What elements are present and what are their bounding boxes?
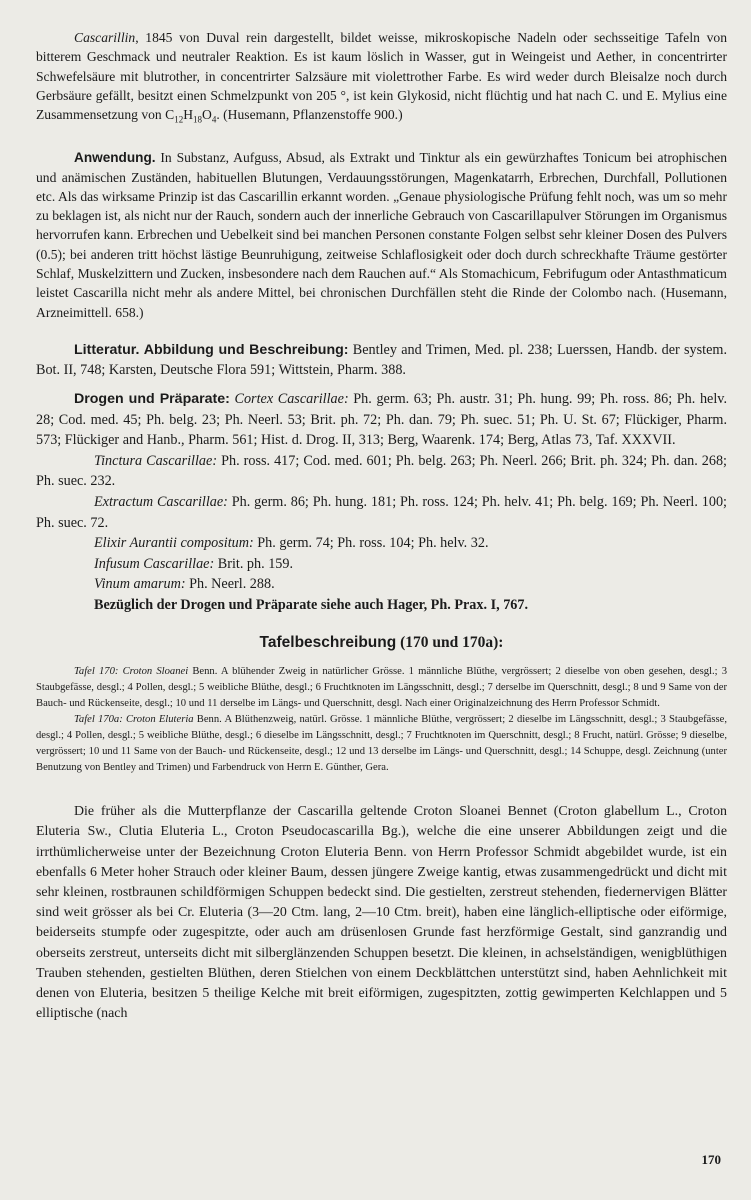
drug-entry-extractum — [36, 492, 727, 533]
chemical-formula: $C_{12}H_{18}O_4$ — [165, 107, 217, 125]
plate-label: Tafel 170: Croton Sloanei — [74, 665, 189, 677]
drug-refs: Ph. Neerl. 288. — [185, 576, 275, 593]
paragraph-text: , 1845 von Duval rein dargestellt, bildet weisse, mikroskopische Nadeln oder sechsseitige Tafeln von bitterem Geschmack und neutraler Reaktion. Es ist kaum löslich in Wasser, gut in Weingeist und Aether, in concentrirter Schwefelsäure mit blutrother, in concentrirter Salzsäure mit violettrother Farbe. Es wird weder durch Bleisalze noch durch Gerbsäure gefällt, besitzt einen Schmelzpunkt von 205 °, ist kein Glykosid, nicht flüchtig und hat nach C. und E. Mylius eine Zusammensetzung von — [36, 30, 727, 123]
paragraph-drogen — [36, 389, 727, 451]
plate-text: Benn. A blühender Zweig in natürlicher Grösse. 1 männliche Blüthe, vergrössert; 2 dieselbe von oben gesehen, desgl.; 3 Staubgefässe, desgl.; 4 Pollen, desgl.; 5 weibliche Blüthe, desgl.; 6 Fruchtknoten im Längsschnitt, desgl.; 7 derselbe im Querschnitt, desgl.; 8 und 9 Same von der Bauch- und Rückenseite, desgl.; 10 und 11 derselbe im Längs- und Querschnitt, desgl. Nach einer Originalzeichnung des Herrn Professor Schmidt. — [36, 665, 728, 709]
plate-text: Benn. A Blüthenzweig, natürl. Grösse. 1 männliche Blüthe, vergrössert; 2 dieselbe im Längsschnitt, desgl.; 3 Staubgefässe, desgl.; 4 Pollen, desgl.; 5 weibliche Blüthe, desgl.; 6 dieselbe im Längsschnitt, desgl.; 7 Fruchtknoten im Querschnitt, desgl.; 8 Frucht, natürl. Grösse; 9 dieselbe, vergrössert; 10 und 11 Same von der Bauch- und Rückenseite, desgl.; 12 und 13 derselbe im Längs- und Querschnitt, desgl.; 14 Schuppe, desgl. Zeichnung (unter Benutzung von Bentley and Trimen) und Farbendruck von Herrn E. Günther, Gera. — [36, 713, 727, 774]
section-heading-tafel: Tafelbeschreibung (170 und 170a): — [259, 633, 504, 651]
paragraph-cascarillin — [36, 28, 727, 130]
drug-name: Elixir Aurantii compositum: — [94, 535, 254, 552]
drug-name: Infusum Cascarillae: — [94, 555, 215, 572]
paragraph-text: Bentley and Trimen, Med. pl. 238; Luerssen, Handb. der system. Bot. II, 748; Karsten, Deutsche Flora 591; Wittstein, Pharm. 388. — [36, 341, 727, 379]
drug-name: Extractum Cascarillae: — [94, 494, 228, 511]
paragraph-description — [36, 802, 727, 1024]
section-label-drogen: Drogen und Präparate: — [74, 391, 230, 408]
drug-entry-tinctura — [36, 451, 727, 492]
plate-caption-170 — [36, 664, 727, 712]
section-label-abbildung: Abbildung und Beschreibung: — [143, 341, 349, 358]
drug-name: Cortex Cascarillae: — [234, 391, 349, 408]
drug-refs: Ph. germ. 74; Ph. ross. 104; Ph. helv. 32. — [253, 535, 489, 552]
paragraph-text: Die früher als die Mutterpflanze der Cascarilla geltende Croton Sloanei Bennet (Croton glabellum L., Croton Eluteria Sw., Clutia Eluteria L., Croton Pseudocascarilla Bg.), welche die eine unserer Abbildungen zeigt und die irrthümlicherweise unter der Bezeichnung Croton Eluteria Benn. von Herrn Professor Schmidt abgebildet wurde, ist ein ebenfalls 6 Meter hoher Strauch oder kleiner Baum, dessen jüngere Zweige kantig, etwas zusammengedrückt und dicht mit sehr kleinen, rostbraunen schildförmigen Schuppen bedeckt sind. Die gestielten, zerstreut stehenden, fiedernervigen Blätter sind weit grösser als bei Cr. Eluteria (3—20 Ctm. lang, 2—10 Ctm. breit), haben eine länglich-elliptische oder eiförmige, beiderseits stumpfe oder zugespitzte, oder auch am drüsenlosen Grunde fast herzförmige Gestalt, sind ganzrandig und oberseits zerstreut, unterseits dicht mit silberglänzenden Schuppen besetzt. Die kleinen, in achselständigen, wenigblüthigen Trauben stehenden, gestielten Blüthen, deren Stielchen von einem Deckblättchen unterstützt sind, haben Aehnlichkeit mit denen von Eluteria, besitzen 5 theilige Kelche mit breit eiförmigen, zugespitzten, zottig gewimperten Kelchlappen und 5 elliptische (nach — [36, 804, 727, 1022]
paragraph-text: In Substanz, Aufguss, Absud, als Extrakt und Tinktur als ein gewürzhaftes Tonicum bei atrophischen und anämischen Zuständen, habituellen Blutungen, Verdauungsstörungen, Magenkatarrh, Erbrechen, Durchfall, Pollutionen etc. Als das wirksame Prinzip ist das Cascarillin erkannt worden. „Genaue physiologische Prüfung fehlt noch, was um so mehr zu beklagen ist, als nicht nur der Rauch, sondern auch der innerliche Gebrauch von Cascarillapulver Störungen im Organismus hervorrufen kann. Erbrechen und Uebelkeit sind bei manchen Personen constante Folgen selbst sehr kleiner Dosen des Pulvers (0.5); bei anderen tritt höchst lästige Beunruhigung, zeitweise Schlaflosigkeit oder doch durch schreckhafte Träume gestörter Schlaf, Muskelzittern und Zucken, insbesondere nach dem Rauchen auf.“ Als Stomachicum, Febrifugum oder Antasthmaticum leistet Cascarilla nicht mehr als andere Mittel, bei chronischen Durchfällen steht die Rinde der Colombo nach. (Husemann, Arzneimittell. 658.) — [36, 150, 727, 320]
drug-entry-vinum — [36, 574, 727, 595]
citation: . (Husemann, Pflanzenstoffe 900.) — [216, 107, 403, 123]
drug-entry-elixir — [36, 533, 727, 554]
section-label-anwendung: Anwendung. — [74, 150, 156, 166]
drug-refs: Ph. germ. 63; Ph. austr. 31; Ph. hung. 99; Ph. ross. 86; Ph. helv. 28; Cod. med. 45; Ph. belg. 23; Ph. Neerl. 53; Brit. ph. 72; Ph. dan. 79; Ph. suec. 51; Ph. U. St. 67; Flückiger, Pharm. 573; Flückiger and Hanb., Pharm. 561; Hist. d. Drog. II, 313; Berg, Waarenk. 174; Berg, Atlas 73, Taf. XXXVII. — [36, 391, 727, 449]
drug-note: Bezüglich der Drogen und Präparate siehe auch Hager, Ph. Prax. I, 767. — [94, 597, 529, 613]
drug-refs: Ph. ross. 417; Cod. med. 601; Ph. belg. 263; Ph. Neerl. 266; Brit. ph. 324; Ph. dan. 268; Ph. suec. 232. — [36, 452, 728, 490]
drug-name: Tinctura Cascarillae: — [94, 452, 218, 469]
paragraph-litteratur — [36, 340, 727, 381]
plate-label: Tafel 170a: Croton Eluteria — [74, 713, 194, 725]
drug-name: Vinum amarum: — [94, 576, 186, 593]
drug-refs: Brit. ph. 159. — [214, 555, 294, 572]
drug-refs: Ph. germ. 86; Ph. hung. 181; Ph. ross. 124; Ph. helv. 41; Ph. belg. 169; Ph. Neerl. 100; Ph. suec. 72. — [36, 494, 727, 531]
page-number: 170 — [701, 1152, 721, 1167]
paragraph-anwendung — [36, 148, 727, 322]
term-cascarillin: Cascarillin — [74, 30, 136, 45]
drug-entry-infusum — [36, 554, 727, 575]
section-label-litteratur: Litteratur. — [74, 341, 140, 358]
plate-caption-170a — [36, 712, 727, 776]
